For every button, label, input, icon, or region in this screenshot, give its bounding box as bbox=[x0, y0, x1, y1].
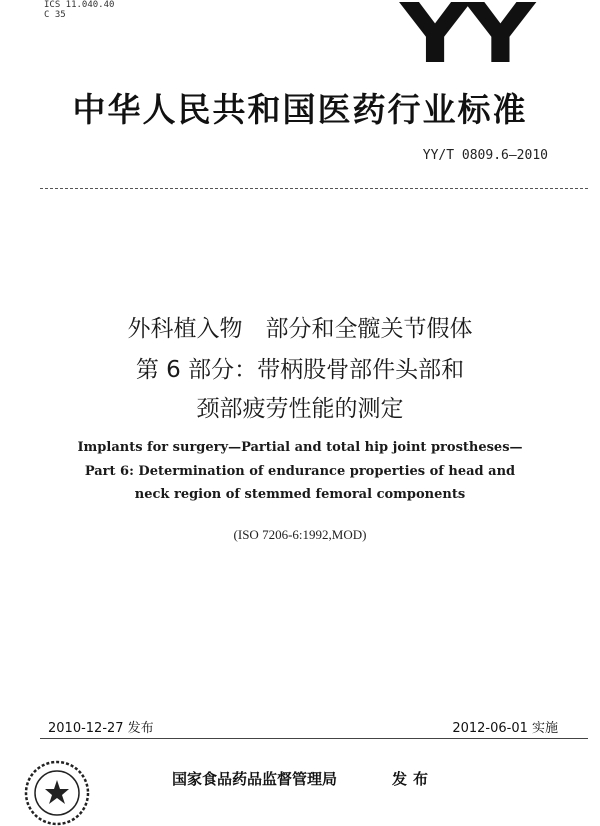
standard-title: 中华人民共和国医药行业标准 bbox=[72, 90, 528, 129]
english-title-line-3: neck region of stemmed femoral components bbox=[134, 487, 466, 502]
chinese-title-line-1: 外科植入物 部分和全髋关节假体 bbox=[127, 316, 473, 342]
issue-label: 发布 bbox=[392, 770, 435, 788]
yy-logo: YY bbox=[400, 0, 531, 82]
iso-reference: (ISO 7206-6:1992,MOD) bbox=[233, 527, 367, 542]
chinese-title-line-2: 第 6 部分：带柄股骨部件头部和 bbox=[135, 357, 465, 383]
issuer-seal-icon bbox=[24, 760, 90, 826]
implementation-date: 2012-06-01 实施 bbox=[452, 721, 558, 736]
classification-codes bbox=[44, 0, 114, 20]
issue-date: 2010-12-27 发布 bbox=[48, 721, 154, 736]
footer-divider bbox=[40, 738, 588, 739]
ics-code: ICS 11.040.40 bbox=[44, 0, 115, 10]
header-divider bbox=[40, 188, 588, 189]
chinese-title-line-3: 颈部疲劳性能的测定 bbox=[196, 396, 404, 422]
standard-number: YY/T 0809.6—2010 bbox=[422, 148, 548, 163]
ccs-code: C 35 bbox=[44, 10, 66, 20]
issuing-authority: 国家食品药品监督管理局 bbox=[172, 770, 338, 788]
english-title-line-1: Implants for surgery—Partial and total hip joint prostheses— bbox=[77, 440, 523, 455]
english-title-line-2: Part 6: Determination of endurance properties of head and bbox=[84, 464, 516, 479]
